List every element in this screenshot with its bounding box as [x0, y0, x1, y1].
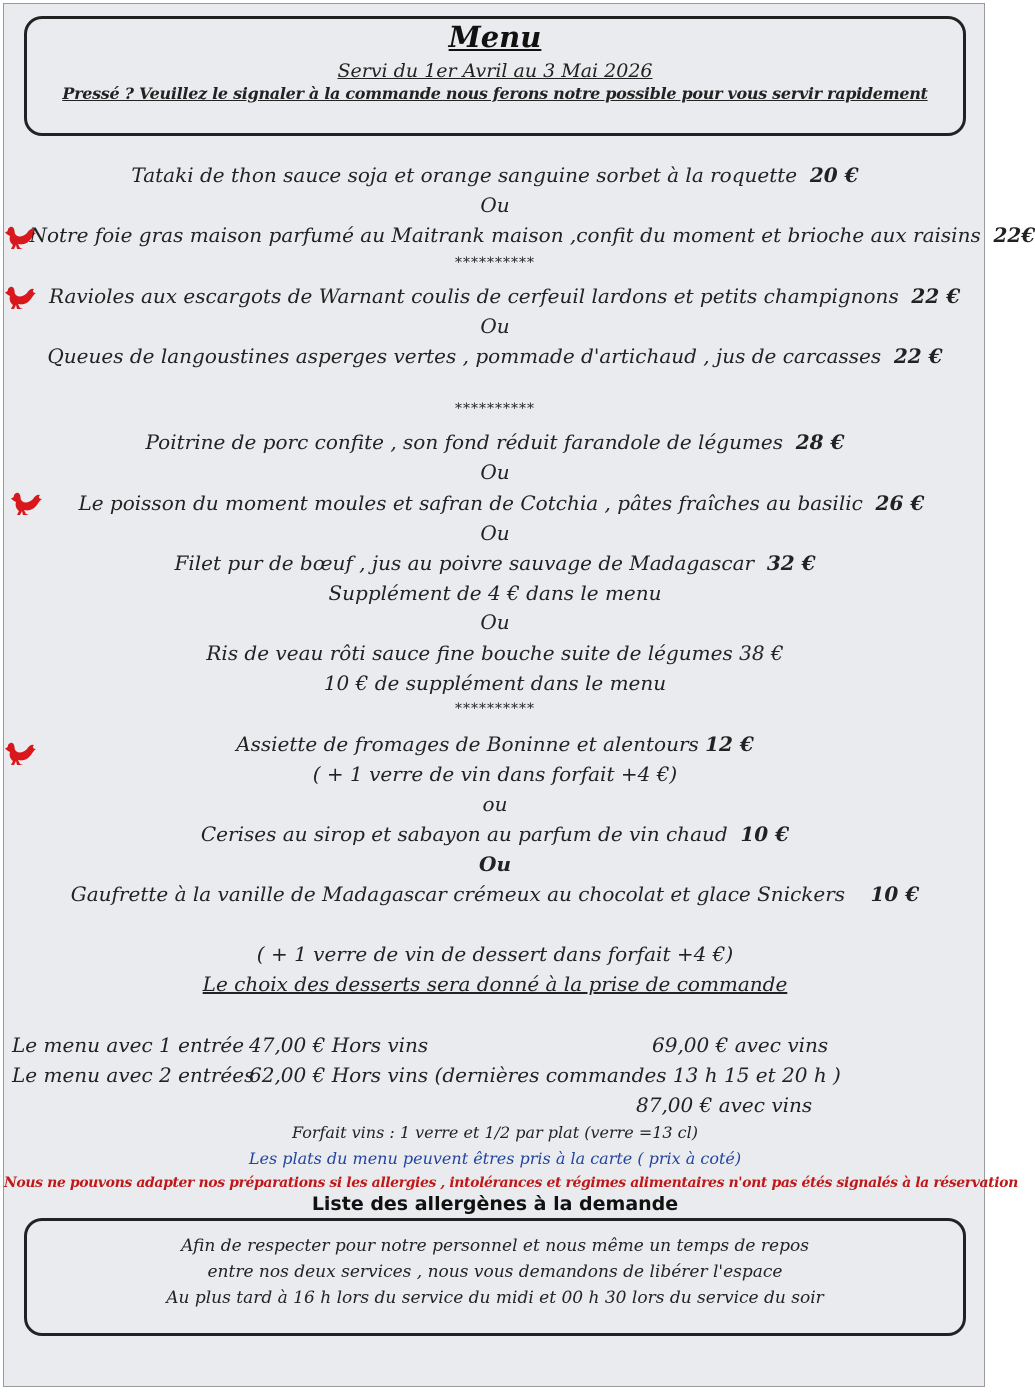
- forfait-note: Forfait vins : 1 verre et 1/2 par plat (verre =13 cl): [292, 1123, 698, 1142]
- menu-title: Menu: [448, 20, 542, 54]
- menu-price-2-label: Le menu avec 2 entrées: [12, 1063, 255, 1087]
- main-2: Le poisson du moment moules et safran de Cotchia , pâtes fraîches au basilic 26 €: [78, 491, 925, 515]
- dessert-1: Assiette de fromages de Boninne et alentours 12 €: [236, 732, 754, 756]
- footer-line-3: Au plus tard à 16 h lors du service du midi et 00 h 30 lors du service du soir: [166, 1288, 824, 1308]
- header-box: [24, 16, 966, 136]
- a-la-carte-note: Les plats du menu peuvent êtres pris à la carte ( prix à coté): [248, 1149, 742, 1168]
- star-separator: **********: [455, 255, 535, 271]
- dessert-2: Cerises au sirop et sabayon au parfum de vin chaud 10 €: [200, 822, 790, 846]
- menu-price-2: 62,00 € Hors vins (dernières commandes 13 h 15 et 20 h ): [249, 1063, 841, 1087]
- or-separator: Ou: [480, 314, 510, 338]
- starter-1: Tataki de thon sauce soja et orange sanguine sorbet à la roquette 20 €: [131, 163, 859, 187]
- menu-price-1-wine: 69,00 € avec vins: [652, 1033, 829, 1057]
- footer-line-1: Afin de respecter pour notre personnel et nous même un temps de repos: [181, 1236, 809, 1256]
- starter-2: Notre foie gras maison parfumé au Maitrank maison ,confit du moment et brioche aux raisins 22€: [29, 223, 1035, 247]
- menu-page: [3, 3, 1035, 1387]
- dessert-wine: ( + 1 verre de vin de dessert dans forfait +4 €): [256, 942, 734, 966]
- star-separator: **********: [455, 701, 535, 717]
- or-separator: Ou: [479, 852, 511, 876]
- starter-4: Queues de langoustines asperges vertes , pommade d'artichaud , jus de carcasses 22 €: [47, 344, 943, 368]
- or-separator: Ou: [480, 193, 510, 217]
- served-dates: Servi du 1er Avril au 3 Mai 2026: [337, 60, 653, 82]
- main-1: Poitrine de porc confite , son fond réduit farandole de légumes 28 €: [145, 430, 845, 454]
- menu-price-1-label: Le menu avec 1 entrée: [12, 1033, 245, 1057]
- or-separator: Ou: [480, 521, 510, 545]
- main-4-supplement: 10 € de supplément dans le menu: [323, 671, 667, 695]
- footer-line-2: entre nos deux services , nous vous demandons de libérer l'espace: [207, 1262, 783, 1282]
- main-3-supplement: Supplément de 4 € dans le menu: [328, 581, 662, 605]
- allergen-list-note: Liste des allergènes à la demande: [311, 1193, 679, 1215]
- dessert-1-wine: ( + 1 verre de vin dans forfait +4 €): [312, 762, 678, 786]
- or-separator: Ou: [480, 610, 510, 634]
- menu-price-2-wine: 87,00 € avec vins: [636, 1093, 813, 1117]
- dessert-choice-note: Le choix des desserts sera donné à la prise de commande: [202, 972, 788, 996]
- or-separator: ou: [482, 792, 508, 816]
- hurry-note: Pressé ? Veuillez le signaler à la commande nous ferons notre possible pour vous servir rapidement: [62, 84, 928, 103]
- dessert-3: Gaufrette à la vanille de Madagascar crémeux au chocolat et glace Snickers 10 €: [70, 882, 920, 906]
- main-3: Filet pur de bœuf , jus au poivre sauvage de Madagascar 32 €: [174, 551, 816, 575]
- footer-box: [24, 1218, 966, 1336]
- starter-3: Ravioles aux escargots de Warnant coulis de cerfeuil lardons et petits champignons 22 €: [48, 284, 961, 308]
- star-separator: **********: [455, 401, 535, 417]
- menu-price-1: 47,00 € Hors vins: [249, 1033, 429, 1057]
- or-separator: Ou: [480, 460, 510, 484]
- allergy-warning: Nous ne pouvons adapter nos préparations si les allergies , intolérances et régimes alimentaires n'ont pas étés signalés à la réservation: [4, 1175, 1018, 1191]
- main-4: Ris de veau rôti sauce fine bouche suite de légumes 38 €: [206, 641, 784, 665]
